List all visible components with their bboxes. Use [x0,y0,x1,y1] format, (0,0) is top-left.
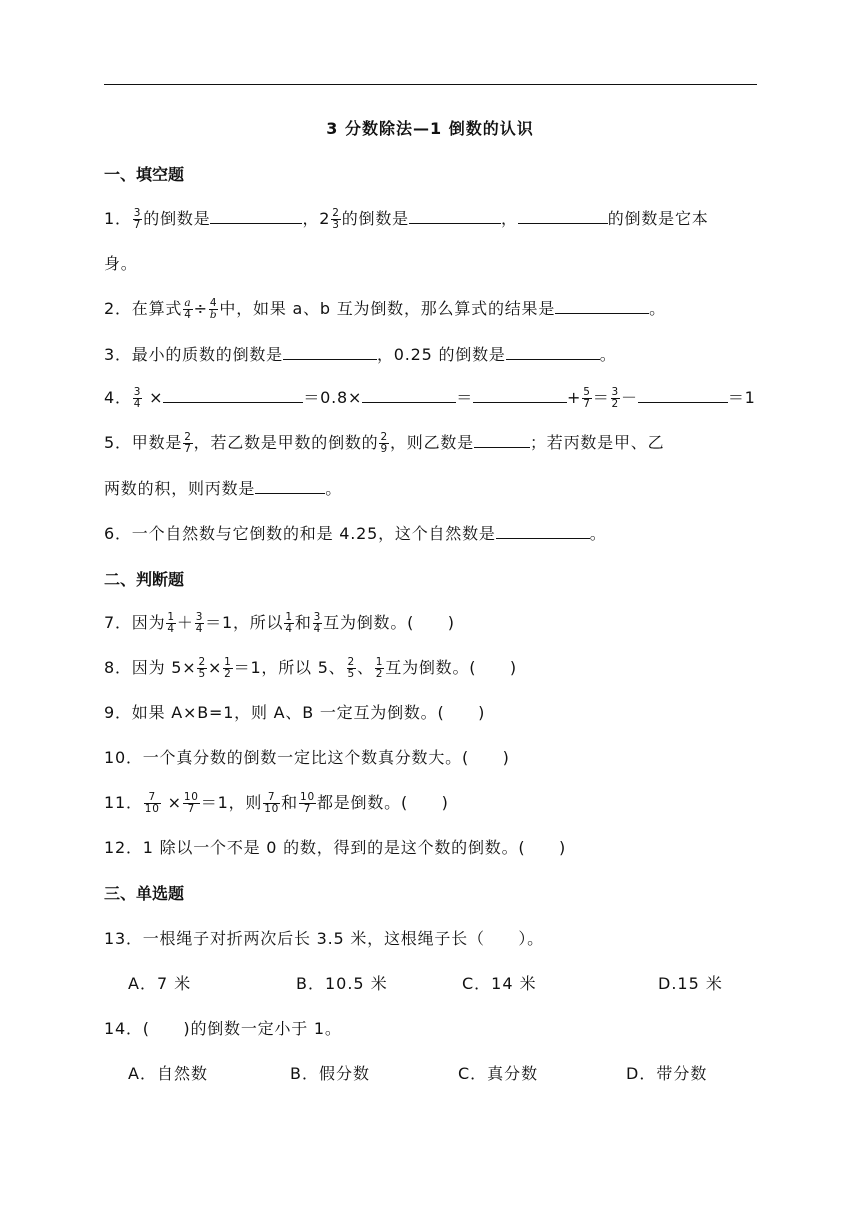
question-1-cont: 身。 [104,254,138,273]
header-rule [104,84,757,85]
question-5-cont: 两数的积，则丙数是 。 [104,479,343,498]
page-title: 3 分数除法—1 倒数的认识 [326,119,534,138]
question-1: 1． $\frac{3}{7}$ 的倒数是 ，2 $\frac{2}{3}$ 的倒数是 ， 的倒数是它本 [104,207,709,231]
answer-blank[interactable] [518,209,608,224]
question-3: 3．最小的质数的倒数是 ，0.25 的倒数是 。 [104,345,617,364]
fraction: $\frac{1}{2}$ [224,656,232,680]
question-8: 8．因为 5× $\frac{2}{5}$ × $\frac{1}{2}$ ＝1，所以 5、 $\frac{2}{5}$ 、 $\frac{1}{2}$ 互为倒数。( ) [104,656,517,680]
answer-blank[interactable] [473,388,567,403]
section-fill-blank: 一、填空题 [104,165,185,184]
answer-blank[interactable] [283,345,377,360]
answer-blank[interactable] [409,209,501,224]
question-6: 6．一个自然数与它倒数的和是 4.25，这个自然数是 。 [104,524,607,543]
question-4: 4． $\frac{3}{4}$ × ＝0.8× ＝ + $\frac{5}{7}$ ＝ $\frac{3}{2}$ － ＝1 [104,386,756,410]
question-9: 9．如果 A×B=1，则 A、B 一定互为倒数。( ) [104,703,486,722]
question-14: 14．( )的倒数一定小于 1。 [104,1019,342,1038]
fraction: $\frac{2}{7}$ [184,431,192,455]
fraction: $\frac{3}{4}$ [313,611,322,635]
fraction: $\frac{2}{5}$ [347,656,355,680]
fraction: $\frac{2}{3}$ [332,207,340,231]
fraction: $\frac{2}{9}$ [380,431,388,455]
answer-blank[interactable] [506,345,600,360]
question-11: 11． $\frac{7}{10}$ × $\frac{10}{7}$ ＝1，则 $\frac{7}{10}$ 和 $\frac{10}{7}$ 都是倒数。( ) [104,791,449,815]
fraction: $\frac{7}{10}$ [264,791,280,815]
answer-blank[interactable] [163,388,303,403]
option-c[interactable]: C．真分数 [458,1064,539,1083]
option-c[interactable]: C．14 米 [462,974,537,993]
fraction: $\frac{3}{4}$ [133,386,142,410]
question-10: 10．一个真分数的倒数一定比这个数真分数大。( ) [104,748,510,767]
option-b[interactable]: B．10.5 米 [296,974,388,993]
answer-blank[interactable] [474,433,530,448]
question-12: 12．1 除以一个不是 0 的数，得到的是这个数的倒数。( ) [104,838,567,857]
option-b[interactable]: B．假分数 [290,1064,370,1083]
option-a[interactable]: A．自然数 [128,1064,208,1083]
fraction: $\frac{10}{7}$ [299,791,315,815]
answer-blank[interactable] [555,299,649,314]
answer-blank[interactable] [638,388,728,403]
fraction: $\frac{5}{7}$ [583,386,591,410]
section-single-choice: 三、单选题 [104,884,185,903]
question-5: 5．甲数是 $\frac{2}{7}$ ，若乙数是甲数的倒数的 $\frac{2}{9}$ ，则乙数是 ；若丙数是甲、乙 [104,431,665,455]
option-a[interactable]: A．7 米 [128,974,192,993]
question-7: 7．因为 $\frac{1}{4}$ ＋ $\frac{3}{4}$ ＝1，所以 $\frac{1}{4}$ 和 $\frac{3}{4}$ 互为倒数。( ) [104,611,455,635]
option-d[interactable]: D.15 米 [658,974,723,993]
fraction: $\frac{3}{4}$ [195,611,204,635]
fraction: $\frac{3}{7}$ [133,207,142,231]
fraction: $\frac{2}{5}$ [198,656,206,680]
fraction: $\frac{4}{b}$ [209,297,218,321]
fraction: $\frac{3}{2}$ [611,386,620,410]
fraction: $\frac{1}{2}$ [375,656,384,680]
answer-blank[interactable] [362,388,456,403]
answer-blank[interactable] [210,209,302,224]
fraction: $\frac{1}{4}$ [285,611,293,635]
fraction: $\frac{1}{4}$ [167,611,175,635]
option-d[interactable]: D．带分数 [626,1064,708,1083]
fraction: $\frac{a}{4}$ [184,297,192,321]
answer-blank[interactable] [255,479,325,494]
question-2: 2．在算式 $\frac{a}{4}$ ÷ $\frac{4}{b}$ 中，如果 a、b 互为倒数，那么算式的结果是 。 [104,297,666,321]
fraction: $\frac{10}{7}$ [183,791,199,815]
fraction: $\frac{7}{10}$ [144,791,160,815]
question-13: 13．一根绳子对折两次后长 3.5 米，这根绳子长（ ）。 [104,929,544,948]
section-judgement: 二、判断题 [104,570,185,589]
answer-blank[interactable] [496,524,590,539]
